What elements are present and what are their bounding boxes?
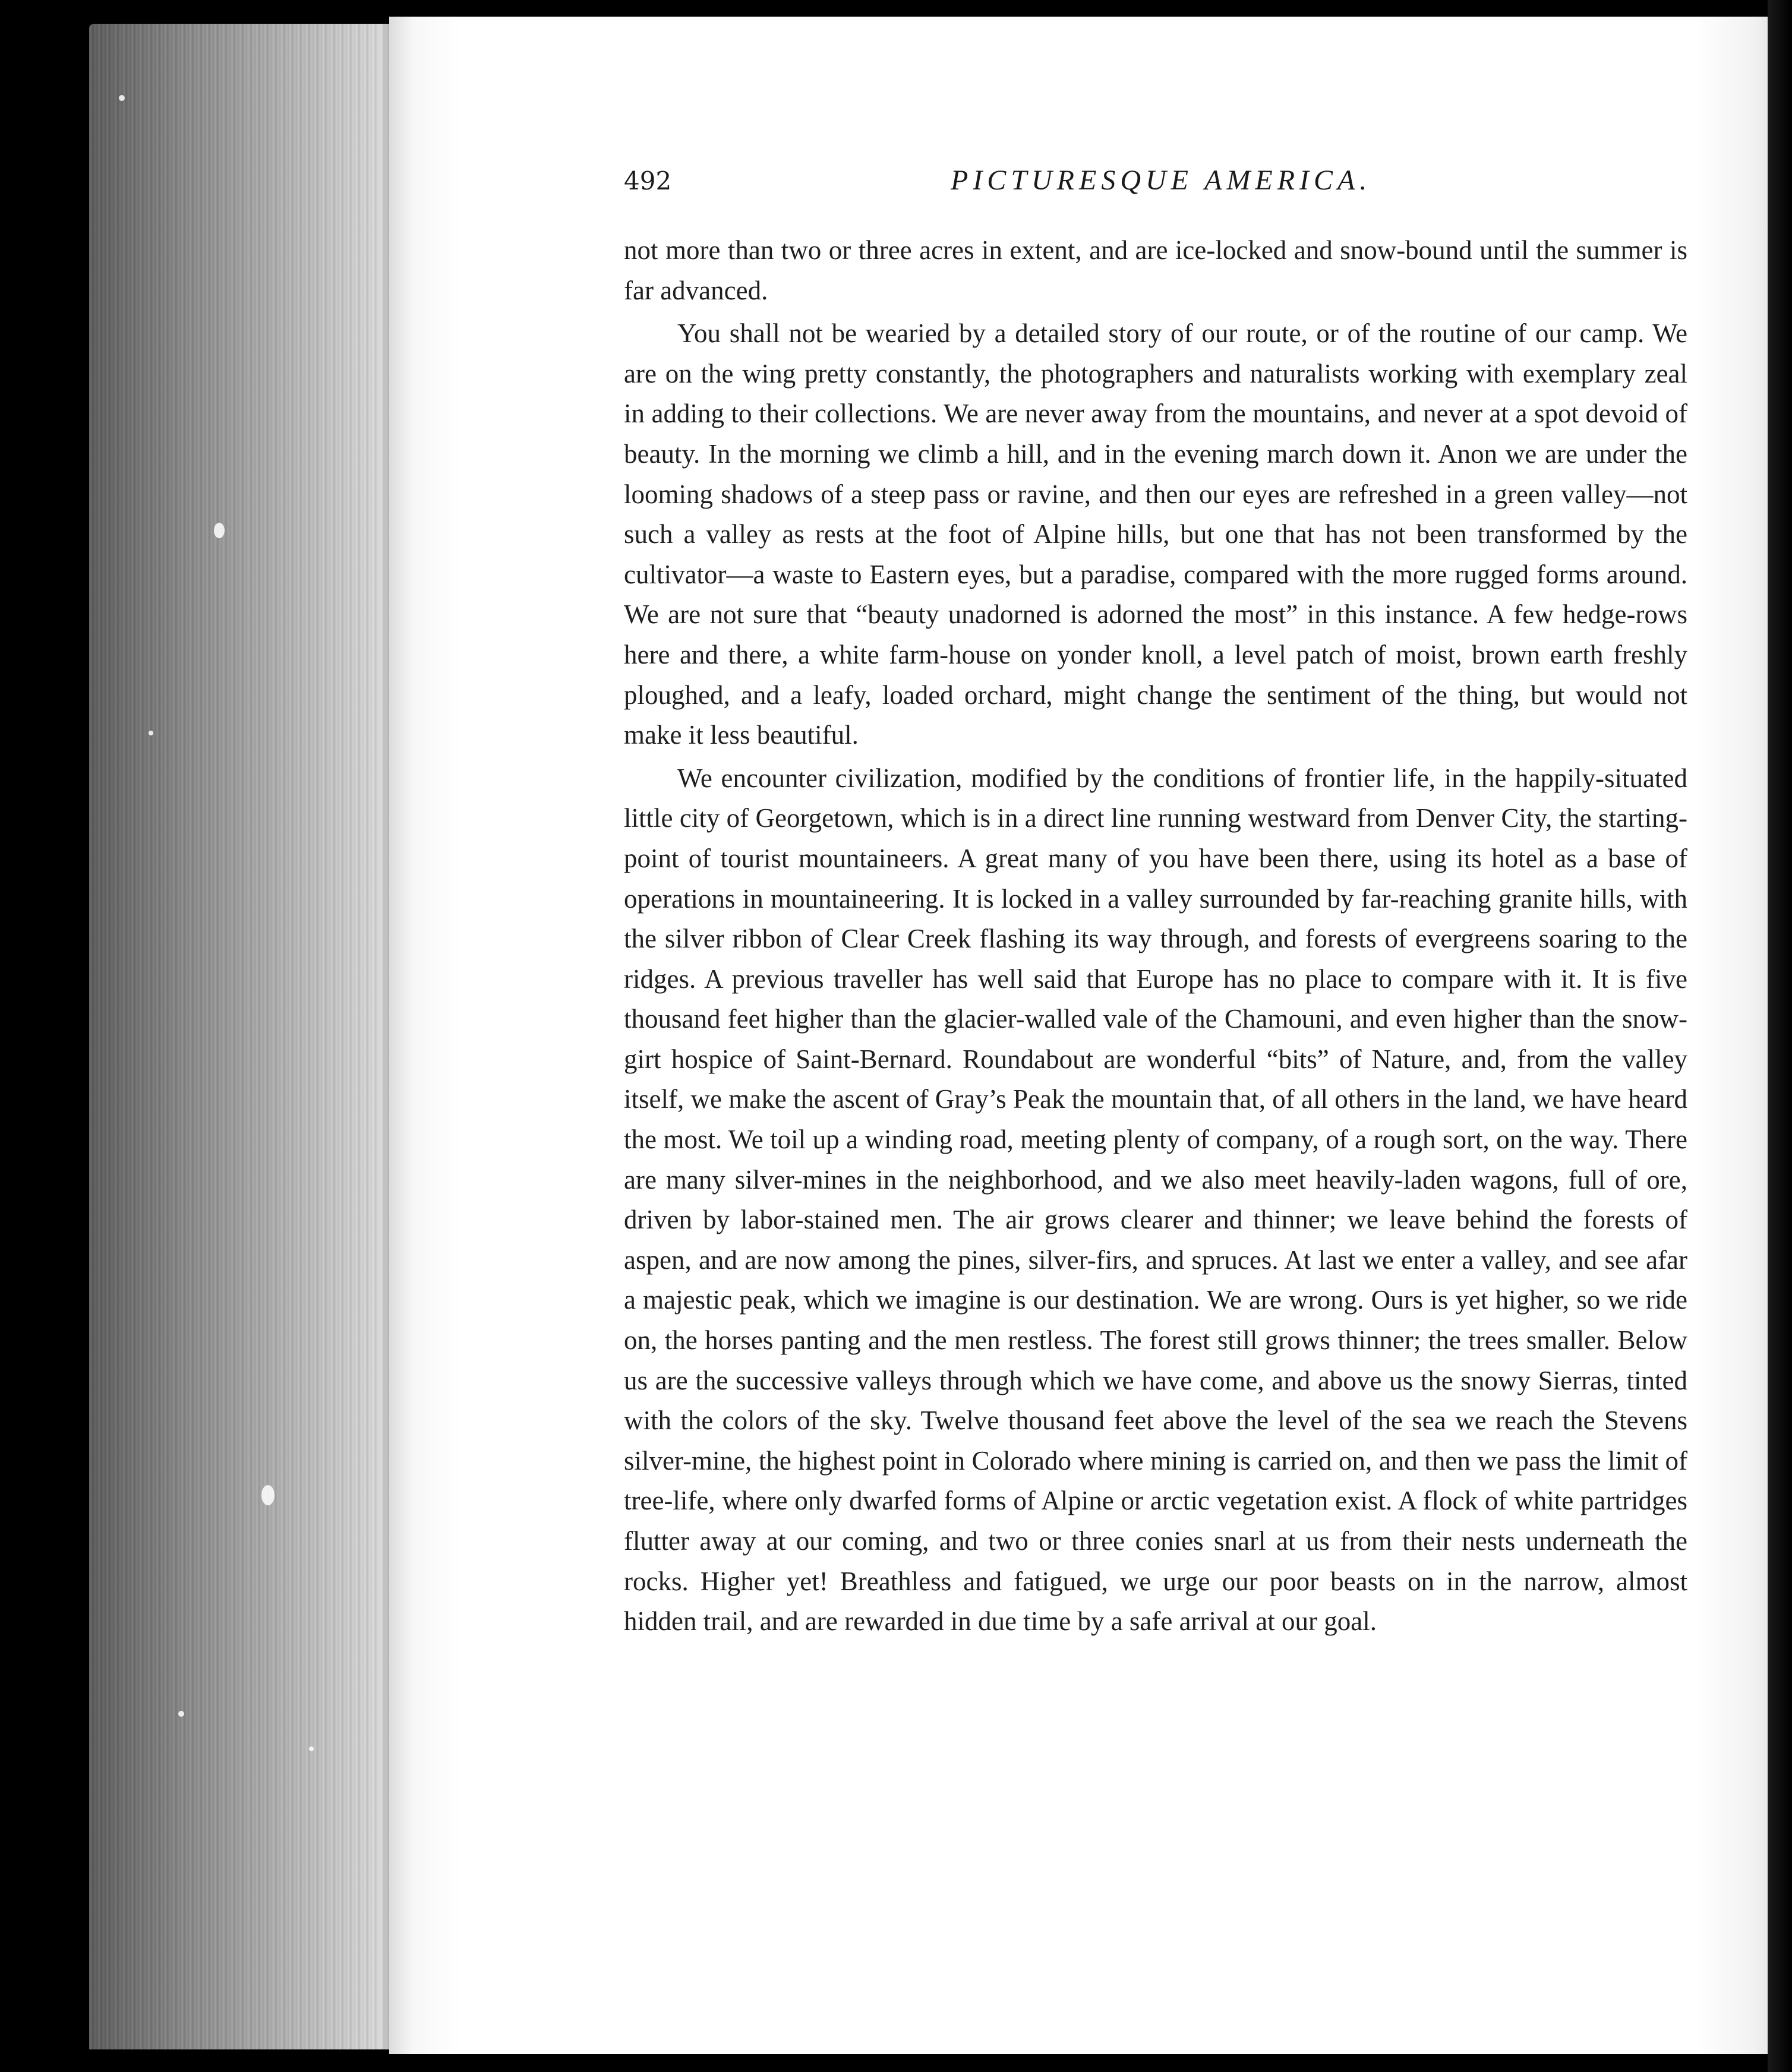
running-title: PICTURESQUE AMERICA. <box>951 165 1372 196</box>
dust-speck <box>261 1485 275 1505</box>
running-head <box>624 166 1693 214</box>
dust-speck <box>119 95 125 101</box>
page-number: 492 <box>624 166 672 195</box>
book-page-edge <box>89 24 392 2049</box>
dust-speck <box>178 1711 184 1717</box>
dust-speck <box>149 731 153 735</box>
body-text <box>624 230 1687 1642</box>
paragraph: You shall not be wearied by a detailed story of our route, or of the routine of our camp. We are on the wing pretty constantly, the photographers and naturalists working with exemplary zeal in adding to their collections. We are never away from the mountains, and never at a spot devoid of beauty. In the morning we climb a hill, and in the evening march down it. Anon we are under the looming shadows of a steep pass or ravine, and then our eyes are refreshed in a green valley—not such a valley as rests at the foot of Alpine hills, but one that has not been transformed by the cultivator—a waste to Eastern eyes, but a paradise, compared with the more rugged forms around. We are not sure that “beauty unadorned is adorned the most” in this instance. A few hedge-rows here and there, a white farm-house on yonder knoll, a level patch of moist, brown earth freshly ploughed, and a leafy, loaded orchard, might change the sentiment of the thing, but would not make it less beautiful. <box>624 318 1687 750</box>
binding-shadow <box>1768 0 1792 2072</box>
dust-speck <box>309 1746 314 1751</box>
dust-speck <box>214 523 225 538</box>
paragraph: We encounter civilization, modified by the conditions of frontier life, in the happily-situated little city of Georgetown, which is in a direct line running westward from Denver City, the starting-point of tourist mountaineers. A great many of you have been there, using its hotel as a base of operations in mountaineering. It is locked in a valley surrounded by far-reaching granite hills, with the silver ribbon of Clear Creek flashing its way through, and forests of evergreens soaring to the ridges. A previous traveller has well said that Europe has no place to compare with it. It is five thousand feet higher than the glacier-walled vale of the Chamouni, and even higher than the snow-girt hospice of Saint-Bernard. Roundabout are wonderful “bits” of Nature, and, from the valley itself, we make the ascent of Gray’s Peak the mountain that, of all others in the land, we have heard the most. We toil up a winding road, meeting plenty of company, of a rough sort, on the way. There are many silver-mines in the neighborhood, and we also meet heavily-laden wagons, full of ore, driven by labor-stained men. The air grows clearer and thinner; we leave behind the forests of aspen, and are now among the pines, silver-firs, and spruces. At last we enter a valley, and see afar a majestic peak, which we imagine is our destination. We are wrong. Ours is yet higher, so we ride on, the horses panting and the men restless. The forest still grows thinner; the trees smaller. Below us are the successive valleys through which we have come, and above us the snowy Sierras, tinted with the colors of the sky. Twelve thousand feet above the level of the sea we reach the Stevens silver-mine, the highest point in Colorado where mining is carried on, and then we pass the limit of tree-life, where only dwarfed forms of Alpine or arctic vegetation exist. A flock of white partridges flutter away at our coming, and two or three conies snarl at us from their nests underneath the rocks. Higher yet! Breathless and fatigued, we urge our poor beasts on in the narrow, almost hidden trail, and are rewarded in due time by a safe arrival at our goal. <box>624 763 1687 1637</box>
paragraph: not more than two or three acres in extent, and are ice-locked and snow-bound until the summer is far advanced. <box>624 235 1687 305</box>
